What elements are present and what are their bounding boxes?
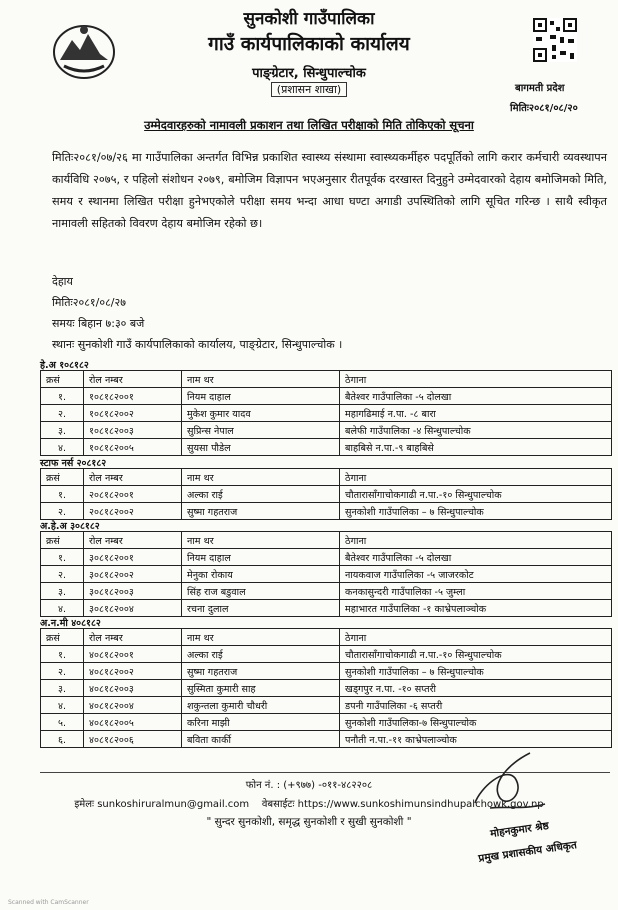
column-header: ठेगाना	[340, 469, 612, 486]
notice-body: मितिः२०८१/०७/२६ मा गाउँपालिका अन्तर्गत विभिन्न प्रकाशित स्वास्थ्य संस्थामा स्वास्थ्यकर्मीहरु पदपूर्तिको लागि करार कर्मचारी व्यवस्थापन कार्यविधि २०७५, र पहिलो संशोधन २०७९, बमोजिम विज्ञापन भएअनुसार रीतपूर्वक दरखास्त दिनुहुने उम्मेदवारको देहाय बमोजिमको मिति, समय र स्थानमा लिखित परीक्षा हुनेभएकोले परीक्षा समय भन्दा आधा घण्टा अगाडी उपस्थितिको लागि सूचित गरिन्छ । साथै स्वीकृत नामावली सहितको विवरण देहाय बमोजिम रहेको छ।	[52, 151, 607, 230]
table-row	[41, 714, 612, 731]
column-header: ठेगाना	[340, 629, 612, 646]
schedule-heading: देहाय	[52, 275, 73, 288]
table-cell: ४०८१८२००१	[84, 646, 182, 663]
column-header: क्रसं	[41, 469, 84, 486]
table-cell: ३.	[41, 583, 84, 600]
qr-code-icon	[533, 18, 577, 62]
table-cell: बलेफी गाउँपालिका -४ सिन्धुपाल्चोक	[340, 422, 612, 439]
table-cell: २०८१८२००१	[84, 486, 182, 503]
table-cell: १०८१८२००१	[84, 388, 182, 405]
table-cell: सुनकोशी गाउँपालिका-७ सिन्धुपाल्चोक	[340, 714, 612, 731]
column-header: क्रसं	[41, 532, 84, 549]
section-name: (प्रशासन शाखा)	[0, 82, 618, 97]
slogan: " सुन्दर सुनकोशी, समृद्ध सुनकोशी र सुखी सुनकोशी "	[206, 816, 412, 828]
table-cell: सुयसा पौडेल	[182, 439, 340, 456]
exam-date: मितिः२०८१/०८/२७	[52, 296, 126, 309]
table-cell: बैतेश्वर गाउँपालिका -५ दोलखा	[340, 549, 612, 566]
table-cell: ६.	[41, 731, 84, 748]
candidate-table	[40, 531, 612, 617]
column-header: रोल नम्बर	[84, 371, 182, 388]
table-cell: २.	[41, 405, 84, 422]
column-header: क्रसं	[41, 371, 84, 388]
column-header: क्रसं	[41, 629, 84, 646]
signature-icon	[470, 748, 550, 823]
table-cell: ४.	[41, 697, 84, 714]
table-cell: १.	[41, 549, 84, 566]
table-cell: २.	[41, 663, 84, 680]
table-cell: महागढिमाई न.पा. -८ बारा	[340, 405, 612, 422]
table-cell: ४०८१८२००२	[84, 663, 182, 680]
table-cell: सुप्रिन्स नेपाल	[182, 422, 340, 439]
column-header: नाम थर	[182, 629, 340, 646]
table-cell: चौतारासाँगाचोकगाढी न.पा.-१० सिन्धुपाल्चोक	[340, 646, 612, 663]
table-cell: नियम दाहाल	[182, 549, 340, 566]
table-row	[41, 583, 612, 600]
table-cell: महाभारत गाउँपालिका -१ काभ्रेपलाञ्चोक	[340, 600, 612, 617]
table-cell: मेनुका रोकाय	[182, 566, 340, 583]
table-cell: अल्का राई	[182, 486, 340, 503]
table-cell: २.	[41, 503, 84, 520]
table-cell: ४०८१८२००६	[84, 731, 182, 748]
table-row	[41, 388, 612, 405]
table-cell: १०८१८२००३	[84, 422, 182, 439]
table-cell: ३.	[41, 422, 84, 439]
table-row	[41, 549, 612, 566]
table-cell: पनौती न.पा.-११ काभ्रेपलाञ्चोक	[340, 731, 612, 748]
issue-date: मितिः२०८१/०८/२०	[510, 103, 578, 114]
table-cell: सुनकोशी गाउँपालिका – ७ सिन्धुपाल्चोक	[340, 503, 612, 520]
table-cell: ४.	[41, 439, 84, 456]
table-row	[41, 646, 612, 663]
municipality-name: सुनकोशी गाउँपालिका	[243, 9, 375, 29]
column-header: रोल नम्बर	[84, 532, 182, 549]
phone-number: फोन नं. : (+९७७) -०११-४८२२०८	[245, 780, 373, 791]
table-cell: रचना दुलाल	[182, 600, 340, 617]
table-cell: ३०८१८२००१	[84, 549, 182, 566]
table-cell: ३०८१८२००२	[84, 566, 182, 583]
table-cell: बविता कार्की	[182, 731, 340, 748]
candidate-table	[40, 468, 612, 520]
column-header: नाम थर	[182, 371, 340, 388]
table-cell: ३.	[41, 680, 84, 697]
table-cell: सिंह राज बडुवाल	[182, 583, 340, 600]
candidate-table	[40, 628, 612, 748]
column-header: ठेगाना	[340, 371, 612, 388]
column-header: रोल नम्बर	[84, 469, 182, 486]
group-title: हे.अ १०८१८२	[40, 360, 89, 371]
table-cell: कनकासुन्दरी गाउँपालिका -५ जुम्ला	[340, 583, 612, 600]
group-title: अ.न.मी ४०८१८२	[40, 618, 101, 629]
table-cell: खड्गपुर न.पा. -१० सप्तरी	[340, 680, 612, 697]
table-row	[41, 405, 612, 422]
table-cell: १.	[41, 646, 84, 663]
officer-title: प्रमुख प्रशासकीय अधिकृत	[477, 839, 578, 865]
table-header-row	[41, 532, 612, 549]
notice-subject: उम्मेदवारहरुको नामावली प्रकाशन तथा लिखित परीक्षाको मिति तोकिएको सूचना	[144, 118, 474, 132]
website-link[interactable]: वेबसाईटः https://www.sunkoshimunsindhupalchowk.gov.np	[261, 799, 544, 810]
table-row	[41, 422, 612, 439]
office-address: पाङ्ग्रेटार, सिन्धुपाल्चोक	[252, 66, 366, 81]
table-cell: ४०८१८२००३	[84, 680, 182, 697]
table-header-row	[41, 629, 612, 646]
table-cell: १०८१८२००२	[84, 405, 182, 422]
group-title: अ.हे.अ ३०८१८२	[40, 521, 100, 532]
table-cell: ३०८१८२००४	[84, 600, 182, 617]
table-cell: बैतेश्वर गाउँपालिका -५ दोलखा	[340, 388, 612, 405]
exam-venue: स्थानः सुनकोशी गाउँ कार्यपालिकाको कार्यालय, पाङ्ग्रेटार, सिन्धुपाल्चोक ।	[52, 338, 343, 351]
table-cell: करिना माझी	[182, 714, 340, 731]
column-header: नाम थर	[182, 532, 340, 549]
table-header-row	[41, 469, 612, 486]
group-title: स्टाफ नर्स २०८१८२	[40, 458, 107, 469]
table-cell: १०८१८२००५	[84, 439, 182, 456]
table-cell: ५.	[41, 714, 84, 731]
table-cell: सुस्मिता कुमारी साह	[182, 680, 340, 697]
table-cell: मुकेश कुमार यादव	[182, 405, 340, 422]
table-row	[41, 663, 612, 680]
province-label: बागमती प्रदेश	[515, 83, 565, 94]
table-cell: १.	[41, 388, 84, 405]
office-name: गाउँ कार्यपालिकाको कार्यालय	[208, 33, 410, 55]
table-row	[41, 486, 612, 503]
table-cell: नायकवाज गाउँपालिका -५ जाजरकोट	[340, 566, 612, 583]
table-cell: सुनकोशी गाउँपालिका – ७ सिन्धुपाल्चोक	[340, 663, 612, 680]
table-cell: अल्का राई	[182, 646, 340, 663]
table-row	[41, 503, 612, 520]
table-cell: ४.	[41, 600, 84, 617]
table-cell: २०८१८२००२	[84, 503, 182, 520]
column-header: ठेगाना	[340, 532, 612, 549]
table-row	[41, 600, 612, 617]
email-address: इमेलः sunkoshiruralmun@gmail.com	[74, 799, 250, 810]
table-row	[41, 566, 612, 583]
exam-time: समयः बिहान ७:३० बजे	[52, 317, 145, 330]
table-cell: २.	[41, 566, 84, 583]
table-cell: ४०८१८२००४	[84, 697, 182, 714]
table-row	[41, 697, 612, 714]
table-cell: ४०८१८२००५	[84, 714, 182, 731]
table-row	[41, 680, 612, 697]
table-cell: सुष्मा गहतराज	[182, 663, 340, 680]
table-cell: १.	[41, 486, 84, 503]
column-header: रोल नम्बर	[84, 629, 182, 646]
table-cell: ३०८१८२००३	[84, 583, 182, 600]
table-row	[41, 439, 612, 456]
scanner-watermark: Scanned with CamScanner	[8, 899, 89, 906]
table-cell: नियम दाहाल	[182, 388, 340, 405]
table-cell: शकुन्तला कुमारी चौधरी	[182, 697, 340, 714]
table-cell: बाहबिसे न.पा.-९ बाहबिसे	[340, 439, 612, 456]
candidate-table	[40, 370, 612, 456]
table-cell: सुष्मा गहतराज	[182, 503, 340, 520]
table-header-row	[41, 371, 612, 388]
table-cell: डपनी गाउँपालिका -६ सप्तरी	[340, 697, 612, 714]
table-row	[41, 731, 612, 748]
table-cell: चौतारासाँगाचोकगाढी न.पा.-१० सिन्धुपाल्चोक	[340, 486, 612, 503]
officer-name: मोहनकुमार श्रेष्ठ	[489, 819, 550, 841]
column-header: नाम थर	[182, 469, 340, 486]
